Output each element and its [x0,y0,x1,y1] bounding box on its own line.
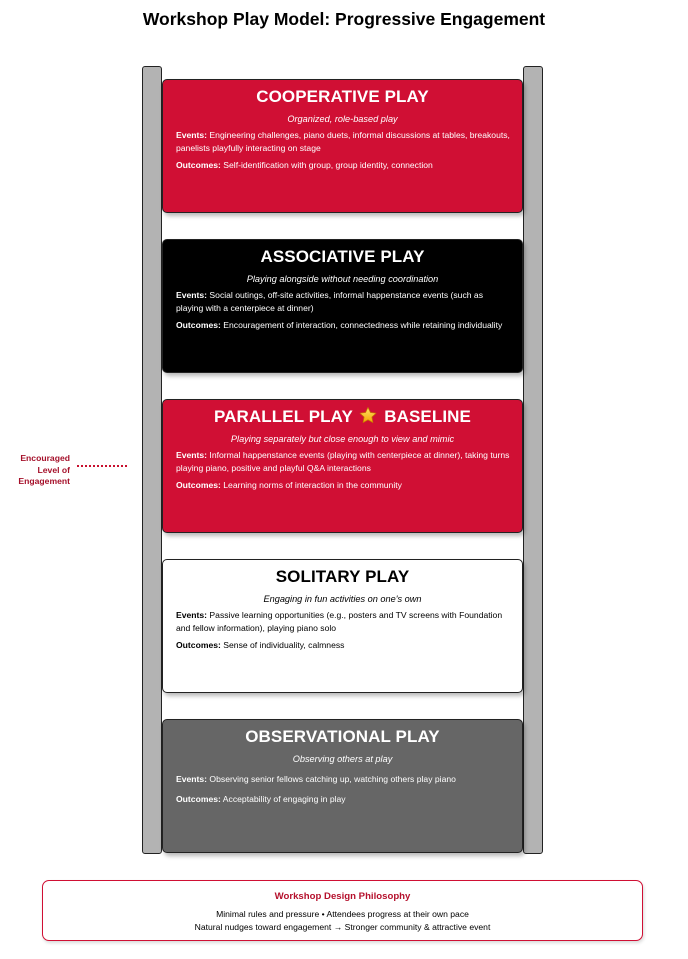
rung-subtitle: Playing separately but close enough to view and mimic [230,434,455,444]
outcomes-label: Outcomes: [176,319,221,330]
philosophy-line-2: Natural nudges toward engagement → Stronger community & attractive event [194,922,491,932]
rung-events [175,609,510,636]
star-icon [358,406,378,425]
outcomes-text: Encouragement of interaction, connectedness while retaining individuality [220,319,503,330]
outcomes-label: Outcomes: [176,159,221,170]
outcomes-text: Acceptability of engaging in play [220,794,346,805]
rung-outcomes [175,479,510,492]
rung-subtitle: Organized, role-based play [287,114,398,124]
rung-associative-play [162,239,523,373]
philosophy-title: Workshop Design Philosophy [274,891,411,902]
rung-outcomes [175,319,510,332]
events-label: Events: [176,290,208,300]
events-text: Social outings, off-site activities, informal happenstance events (such as playing with a centerpiece at dinner) [176,290,483,314]
outcomes-text: Self-identification with group, group identity, connection [220,159,433,170]
outcomes-label: Outcomes: [176,479,221,490]
rung-title: OBSERVATIONAL PLAY [245,727,440,746]
outcomes-label: Outcomes: [176,639,221,650]
rung-subtitle: Engaging in fun activities on one's own [263,594,422,604]
events-text: Engineering challenges, piano duets, informal discussions at tables, breakouts, panelists playfully interacting on stage [176,130,510,154]
rung-events [175,773,510,786]
rung-outcomes [175,793,510,806]
outcomes-text: Learning norms of interaction in the community [220,479,402,490]
philosophy-line-1: Minimal rules and pressure • Attendees progress at their own pace [216,909,469,919]
rung-parallel-play [162,399,523,533]
rung-solitary-play [162,559,523,693]
rung-title: COOPERATIVE PLAY [256,87,429,106]
encouraged-level-connector [77,465,127,467]
outcomes-label: Outcomes: [176,794,221,805]
rung-title: ASSOCIATIVE PLAY [260,247,425,266]
rung-subtitle: Observing others at play [292,754,393,764]
events-text: Informal happenstance events (playing with centerpiece at dinner), taking turns playing piano, positive and playful Q&A interactions [176,450,510,474]
rung-title: SOLITARY PLAY [275,567,410,586]
rung-outcomes [175,159,510,172]
ladder-rail-right [523,66,543,854]
events-text: Passive learning opportunities (e.g., posters and TV screens with Foundation and fellow information), playing piano solo [176,610,503,634]
rung-events [175,289,510,316]
encouraged-level-label: Encouraged Level of Engagement [18,453,70,486]
diagram-title: Workshop Play Model: Progressive Engagement [142,9,546,29]
rung-title-row [175,406,510,428]
events-text: Observing senior fellows catching up, watching others play piano [207,774,456,784]
design-philosophy-box [42,880,643,941]
rung-title: PARALLEL PLAY [213,407,353,426]
baseline-badge: BASELINE [384,407,471,426]
rung-observational-play [162,719,523,853]
events-label: Events: [176,450,208,460]
rung-outcomes [175,639,510,652]
events-label: Events: [176,610,208,620]
rung-subtitle: Playing alongside without needing coordination [246,274,439,284]
outcomes-text: Sense of individuality, calmness [220,639,345,650]
rung-cooperative-play [162,79,523,213]
events-label: Events: [176,774,208,784]
ladder-rail-left [142,66,162,854]
rung-events [175,129,510,156]
rung-events [175,449,510,476]
events-label: Events: [176,130,208,140]
